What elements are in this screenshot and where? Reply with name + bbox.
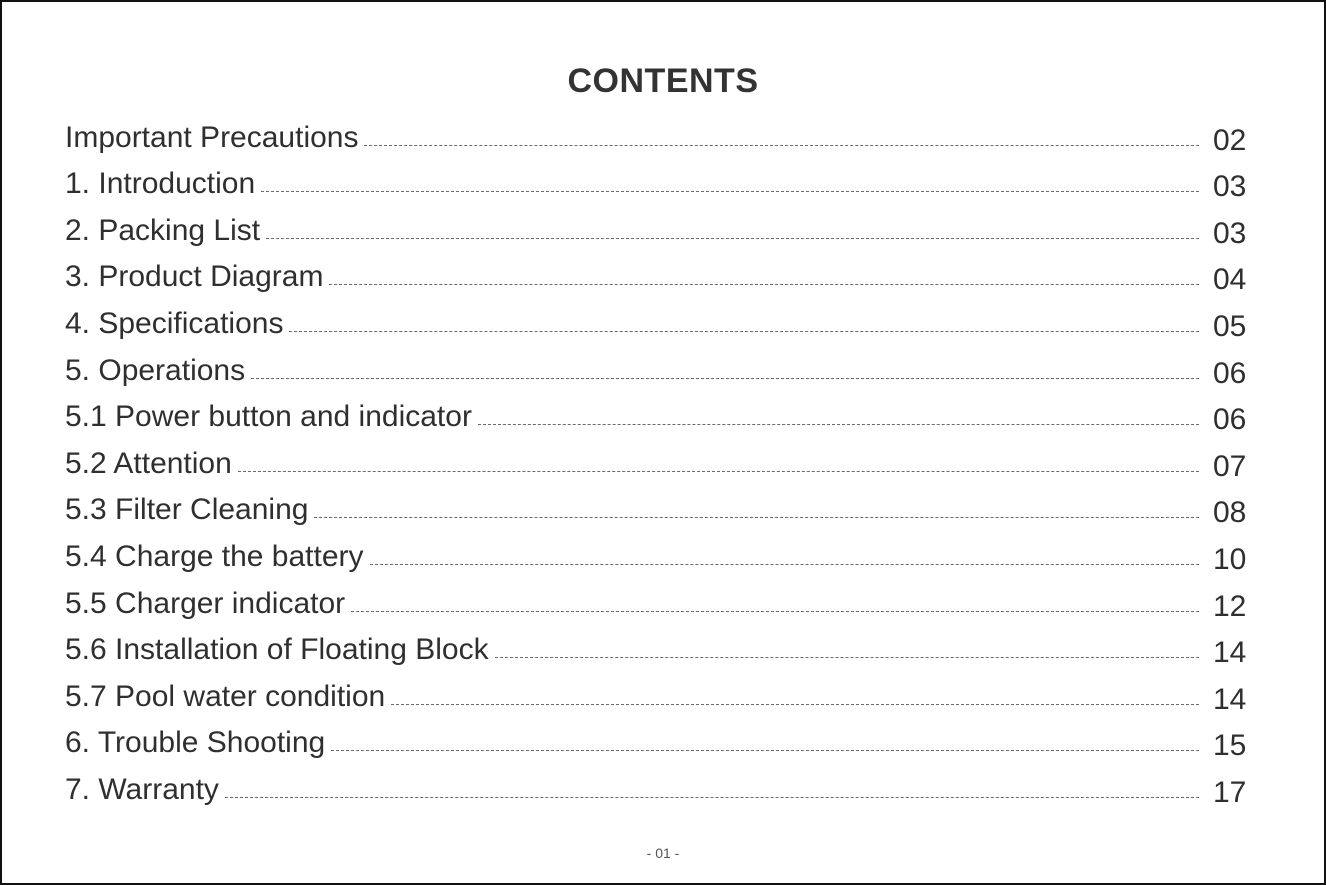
dotted-leader (329, 284, 1199, 285)
toc-entry-page: 05 (1213, 309, 1247, 343)
dotted-leader (495, 657, 1199, 658)
toc-entry (65, 391, 1257, 438)
dotted-leader (238, 471, 1199, 472)
toc-entry (65, 437, 1257, 484)
toc-entry-label: Important Precautions (65, 120, 359, 154)
toc-entry-page: 06 (1213, 356, 1247, 390)
toc-entry-label: 5.2 Attention (65, 446, 232, 480)
toc-entry-page: 07 (1213, 449, 1247, 483)
toc-entry (65, 158, 1257, 205)
toc-entry (65, 251, 1257, 298)
toc-entry-page: 12 (1213, 589, 1247, 623)
toc-entry-label: 5.4 Charge the battery (65, 539, 364, 573)
toc-entry-page: 02 (1213, 123, 1247, 157)
dotted-leader (261, 191, 1199, 192)
toc-entry-label: 3. Product Diagram (65, 260, 324, 294)
toc-entry-page: 14 (1213, 636, 1247, 670)
dotted-leader (251, 378, 1199, 379)
dotted-leader (391, 704, 1199, 705)
toc-entry (65, 717, 1257, 764)
toc-entry-page: 06 (1213, 403, 1247, 437)
toc-entry-page: 10 (1213, 542, 1247, 576)
toc-entry-label: 5.3 Filter Cleaning (65, 493, 309, 527)
toc-entry-page: 17 (1213, 775, 1247, 809)
dotted-leader (289, 331, 1199, 332)
toc-entry (65, 670, 1257, 717)
page-title: CONTENTS (567, 62, 759, 100)
dotted-leader (364, 145, 1199, 146)
toc-entry (65, 344, 1257, 391)
dotted-leader (266, 238, 1199, 239)
toc-entry-label: 1. Introduction (65, 167, 256, 201)
toc-entry-page: 15 (1213, 729, 1247, 763)
toc-entry-page: 14 (1213, 682, 1247, 716)
toc-entry (65, 204, 1257, 251)
toc-entry-label: 5.6 Installation of Floating Block (65, 633, 489, 667)
toc-entry-page: 04 (1213, 263, 1247, 297)
dotted-leader (314, 517, 1199, 518)
toc-entry-page: 03 (1213, 216, 1247, 250)
toc-entry-label: 2. Packing List (65, 213, 261, 247)
toc-entry (65, 624, 1257, 671)
toc-entry (65, 111, 1257, 158)
toc-entry (65, 484, 1257, 531)
toc-entry-label: 4. Specifications (65, 306, 284, 340)
toc-entry-label: 5.7 Pool water condition (65, 679, 386, 713)
dotted-leader (370, 564, 1199, 565)
toc-entry (65, 763, 1257, 810)
toc-entry-label: 7. Warranty (65, 772, 219, 806)
dotted-leader (351, 611, 1199, 612)
toc-entry-label: 6. Trouble Shooting (65, 726, 326, 760)
dotted-leader (225, 797, 1199, 798)
toc-entry-page: 08 (1213, 496, 1247, 530)
toc-entry-label: 5. Operations (65, 353, 246, 387)
toc-entry-label: 5.1 Power button and indicator (65, 400, 472, 434)
toc-entry (65, 530, 1257, 577)
table-of-contents (65, 111, 1257, 810)
dotted-leader (478, 424, 1199, 425)
toc-entry (65, 577, 1257, 624)
toc-entry-page: 03 (1213, 170, 1247, 204)
dotted-leader (331, 750, 1199, 751)
toc-entry-label: 5.5 Charger indicator (65, 586, 346, 620)
page-number: - 01 - (646, 845, 680, 861)
toc-entry (65, 297, 1257, 344)
